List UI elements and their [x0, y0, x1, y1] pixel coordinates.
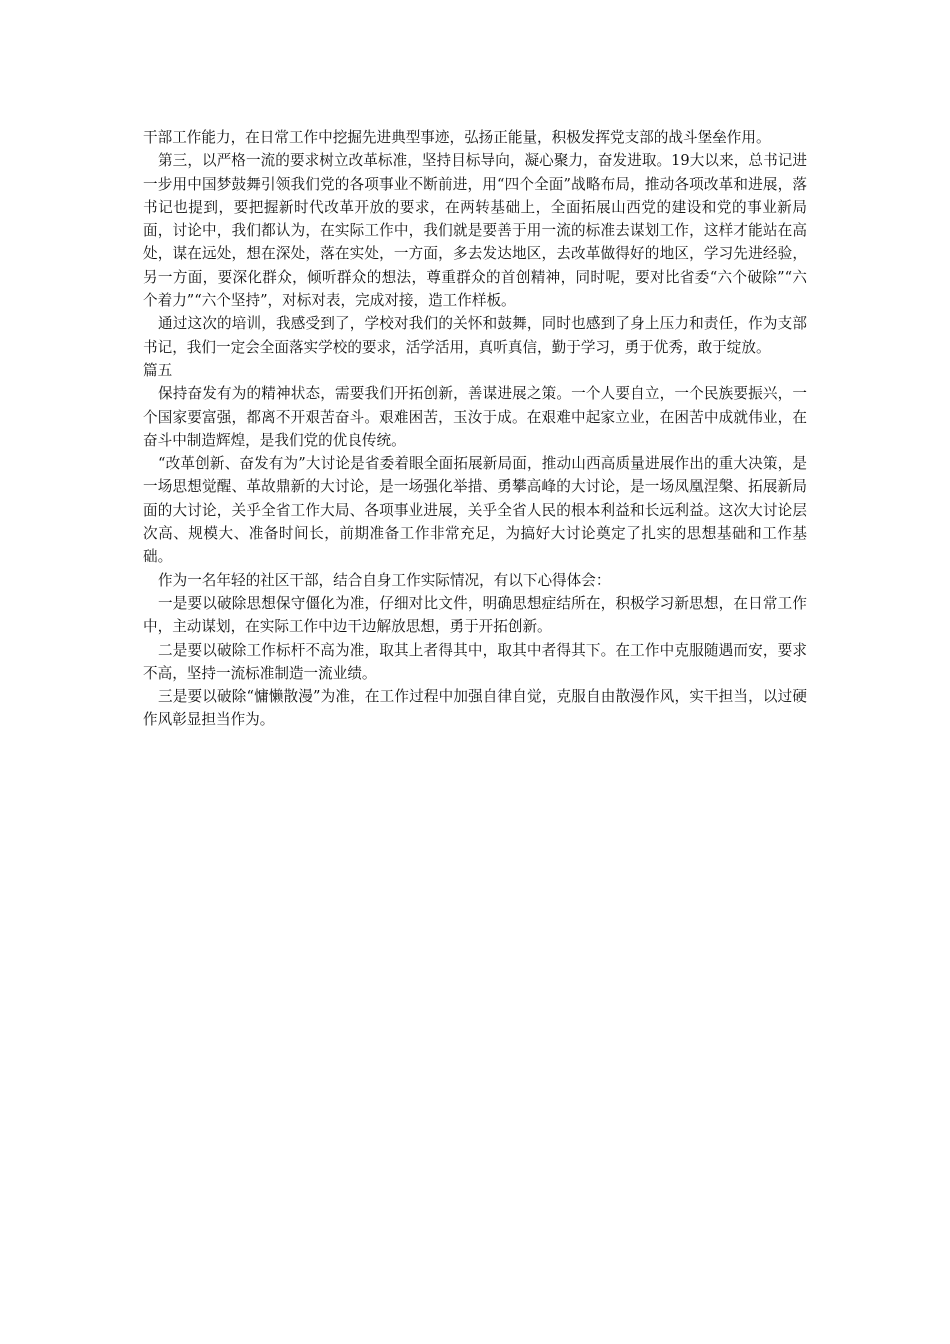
paragraph-7: 一是要以破除思想保守僵化为准，仔细对比文件，明确思想症结所在，积极学习新思想，在日常工作中，主动谋划，在实际工作中边干边解放思想，勇于开拓创新。: [143, 594, 807, 636]
paragraph-9: 三是要以破除“慵懒散漫”为准，在工作过程中加强自律自觉，克服自由散漫作风，实干担当，以过硬作风彰显担当作为。: [143, 688, 807, 729]
paragraph-4: 保持奋发有为的精神状态，需要我们开拓创新，善谋进展之策。一个人要自立，一个民族要振兴，一个国家要富强，都离不开艰苦奋斗。艰难困苦，玉汝于成。在艰难中起家立业，在困苦中成就伟业，在奋斗中制造辉煌，是我们党的优良传统。: [143, 385, 807, 449]
paragraph-8: 二是要以破除工作标杆不高为准，取其上者得其中，取其中者得其下。在工作中克服随遇而安，要求不高，坚持一流标准制造一流业绩。: [143, 641, 807, 682]
paragraph-2: 第三，以严格一流的要求树立改革标准，坚持目标导向，凝心聚力，奋发进取。19大以来，总书记进一步用中国梦鼓舞引领我们党的各项事业不断前进，用“四个全面”战略布局，推动各项改革和进展，落书记也提到，要把握新时代改革开放的要求，在两转基础上，全面拓展山西党的建设和党的事业新局面，讨论中，我们都认为，在实际工作中，我们就是要善于用一流的标准去谋划工作，这样才能站在高处，谋在远处，想在深处，落在实处，一方面，多去发达地区，去改革做得好的地区，学习先进经验，另一方面，要深化群众，倾听群众的想法，尊重群众的首创精神，同时呢，要对比省委“六个破除”“六个着力”“六个坚持”，对标对表，完成对接，造工作样板。: [143, 152, 807, 310]
paragraph-6: 作为一名年轻的社区干部，结合自身工作实际情况，有以下心得体会：: [158, 571, 611, 589]
section-heading: 篇五: [143, 361, 173, 379]
document-body: [143, 126, 807, 732]
paragraph-1: 干部工作能力，在日常工作中挖掘先进典型事迹，弘扬正能量，积极发挥党支部的战斗堡垒作用。: [143, 129, 771, 146]
paragraph-5: “改革创新、奋发有为”大讨论是省委着眼全面拓展新局面，推动山西高质量进展作出的重大决策，是一场思想觉醒、革故鼎新的大讨论，是一场强化举措、勇攀高峰的大讨论，是一场凤凰涅槃、拓展新局面的大讨论，关乎全省工作大局、各项事业进展，关乎全省人民的根本利益和长远利益。这次大讨论层次高、规模大、准备时间长，前期准备工作非常充足，为搞好大讨论奠定了扎实的思想基础和工作基础。: [143, 455, 807, 566]
paragraph-3: 通过这次的培训，我感受到了，学校对我们的关怀和鼓舞，同时也感到了身上压力和责任，作为支部书记，我们一定会全面落实学校的要求，活学活用，真听真信，勤于学习，勇于优秀，敢于绽放。: [143, 315, 807, 356]
